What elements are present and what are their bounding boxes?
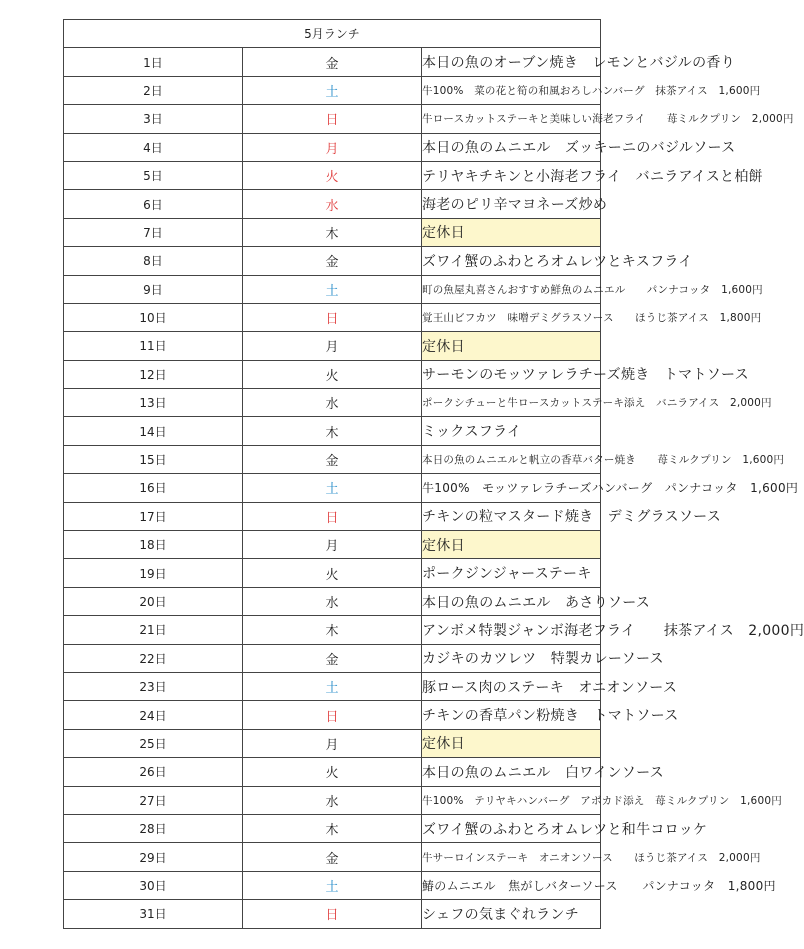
table-title-row <box>64 20 601 48</box>
table-row <box>64 190 601 218</box>
day-cell: 6日 <box>64 190 243 218</box>
menu-item-cell: 本日の魚のムニエル ズッキーニのバジルソース <box>422 133 601 161</box>
weekday-cell: 木 <box>243 616 422 644</box>
day-cell: 21日 <box>64 616 243 644</box>
menu-item-cell: 本日の魚のムニエルと帆立の香草バター焼き 苺ミルクプリン 1,600円 <box>422 445 601 473</box>
table-row <box>64 843 601 871</box>
weekday-cell: 水 <box>243 389 422 417</box>
menu-item-cell: ズワイ蟹のふわとろオムレツとキスフライ <box>422 247 601 275</box>
table-row <box>64 133 601 161</box>
weekday-cell: 土 <box>243 474 422 502</box>
weekday-cell: 日 <box>243 900 422 928</box>
table-row <box>64 729 601 757</box>
weekday-cell: 金 <box>243 247 422 275</box>
table-row <box>64 814 601 842</box>
day-cell: 27日 <box>64 786 243 814</box>
table-row <box>64 48 601 76</box>
table-row <box>64 303 601 331</box>
day-cell: 15日 <box>64 445 243 473</box>
menu-item-cell: ポークシチューと牛ロースカットステーキ添え バニラアイス 2,000円 <box>422 389 601 417</box>
day-cell: 24日 <box>64 701 243 729</box>
table-row <box>64 360 601 388</box>
weekday-cell: 日 <box>243 502 422 530</box>
table-row <box>64 417 601 445</box>
day-cell: 8日 <box>64 247 243 275</box>
lunch-menu-sheet <box>63 19 804 929</box>
weekday-cell: 木 <box>243 417 422 445</box>
day-cell: 19日 <box>64 559 243 587</box>
closed-day-cell: 定休日 <box>422 729 601 757</box>
menu-item-cell: 本日の魚のオーブン焼き レモンとバジルの香り <box>422 48 601 76</box>
day-cell: 13日 <box>64 389 243 417</box>
menu-item-cell: 牛100% モッツァレラチーズハンバーグ パンナコッタ 1,600円 <box>422 474 601 502</box>
weekday-cell: 水 <box>243 587 422 615</box>
day-cell: 23日 <box>64 672 243 700</box>
table-row <box>64 389 601 417</box>
weekday-cell: 日 <box>243 701 422 729</box>
menu-item-cell: 豚ロース肉のステーキ オニオンソース <box>422 672 601 700</box>
closed-day-cell: 定休日 <box>422 332 601 360</box>
table-row <box>64 616 601 644</box>
table-row <box>64 559 601 587</box>
table-row <box>64 161 601 189</box>
table-row <box>64 758 601 786</box>
weekday-cell: 日 <box>243 303 422 331</box>
weekday-cell: 月 <box>243 133 422 161</box>
weekday-cell: 木 <box>243 218 422 246</box>
day-cell: 25日 <box>64 729 243 757</box>
table-row <box>64 786 601 814</box>
day-cell: 29日 <box>64 843 243 871</box>
weekday-cell: 月 <box>243 332 422 360</box>
weekday-cell: 月 <box>243 531 422 559</box>
table-row <box>64 218 601 246</box>
menu-item-cell: 本日の魚のムニエル あさりソース <box>422 587 601 615</box>
weekday-cell: 土 <box>243 275 422 303</box>
day-cell: 14日 <box>64 417 243 445</box>
weekday-cell: 金 <box>243 48 422 76</box>
day-cell: 10日 <box>64 303 243 331</box>
menu-item-cell: 牛100% 菜の花と筍の和風おろしハンバーグ 抹茶アイス 1,600円 <box>422 76 601 104</box>
menu-item-cell: ズワイ蟹のふわとろオムレツと和牛コロッケ <box>422 814 601 842</box>
weekday-cell: 月 <box>243 729 422 757</box>
menu-item-cell: アンボメ特製ジャンボ海老フライ 抹茶アイス 2,000円 <box>422 616 601 644</box>
menu-item-cell: テリヤキチキンと小海老フライ バニラアイスと柏餅 <box>422 161 601 189</box>
menu-item-cell: サーモンのモッツァレラチーズ焼き トマトソース <box>422 360 601 388</box>
day-cell: 30日 <box>64 871 243 899</box>
day-cell: 5日 <box>64 161 243 189</box>
weekday-cell: 木 <box>243 814 422 842</box>
table-row <box>64 900 601 928</box>
table-row <box>64 445 601 473</box>
table-row <box>64 275 601 303</box>
table-row <box>64 105 601 133</box>
lunch-menu-table <box>63 19 804 929</box>
menu-item-cell: シェフの気まぐれランチ <box>422 900 601 928</box>
weekday-cell: 金 <box>243 445 422 473</box>
day-cell: 7日 <box>64 218 243 246</box>
day-cell: 9日 <box>64 275 243 303</box>
menu-item-cell: 牛100% テリヤキハンバーグ アボカド添え 苺ミルクプリン 1,600円 <box>422 786 601 814</box>
day-cell: 11日 <box>64 332 243 360</box>
table-row <box>64 76 601 104</box>
menu-item-cell: 牛ロースカットステーキと美味しい海老フライ 苺ミルクプリン 2,000円 <box>422 105 601 133</box>
day-cell: 17日 <box>64 502 243 530</box>
day-cell: 2日 <box>64 76 243 104</box>
weekday-cell: 水 <box>243 190 422 218</box>
menu-item-cell: 鰆のムニエル 焦がしバターソース パンナコッタ 1,800円 <box>422 871 601 899</box>
day-cell: 22日 <box>64 644 243 672</box>
table-row <box>64 871 601 899</box>
weekday-cell: 金 <box>243 843 422 871</box>
table-row <box>64 644 601 672</box>
menu-item-cell: チキンの香草パン粉焼き トマトソース <box>422 701 601 729</box>
day-cell: 20日 <box>64 587 243 615</box>
day-cell: 26日 <box>64 758 243 786</box>
weekday-cell: 火 <box>243 758 422 786</box>
weekday-cell: 日 <box>243 105 422 133</box>
day-cell: 31日 <box>64 900 243 928</box>
table-row <box>64 531 601 559</box>
table-row <box>64 247 601 275</box>
closed-day-cell: 定休日 <box>422 531 601 559</box>
menu-item-cell: チキンの粒マスタード焼き デミグラスソース <box>422 502 601 530</box>
weekday-cell: 土 <box>243 871 422 899</box>
table-row <box>64 672 601 700</box>
day-cell: 1日 <box>64 48 243 76</box>
day-cell: 18日 <box>64 531 243 559</box>
menu-item-cell: 牛サーロインステーキ オニオンソース ほうじ茶アイス 2,000円 <box>422 843 601 871</box>
weekday-cell: 金 <box>243 644 422 672</box>
menu-item-cell: 町の魚屋丸喜さんおすすめ鮮魚のムニエル パンナコッタ 1,600円 <box>422 275 601 303</box>
table-row <box>64 701 601 729</box>
menu-item-cell: 海老のピリ辛マヨネーズ炒め <box>422 190 601 218</box>
weekday-cell: 土 <box>243 672 422 700</box>
table-row <box>64 587 601 615</box>
menu-item-cell: 本日の魚のムニエル 白ワインソース <box>422 758 601 786</box>
table-row <box>64 502 601 530</box>
table-title: 5月ランチ <box>64 20 601 48</box>
table-row <box>64 332 601 360</box>
menu-item-cell: カジキのカツレツ 特製カレーソース <box>422 644 601 672</box>
day-cell: 12日 <box>64 360 243 388</box>
day-cell: 4日 <box>64 133 243 161</box>
weekday-cell: 火 <box>243 559 422 587</box>
menu-item-cell: ポークジンジャーステーキ <box>422 559 601 587</box>
menu-item-cell: 覚王山ビフカツ 味噌デミグラスソース ほうじ茶アイス 1,800円 <box>422 303 601 331</box>
table-row <box>64 474 601 502</box>
weekday-cell: 水 <box>243 786 422 814</box>
weekday-cell: 土 <box>243 76 422 104</box>
weekday-cell: 火 <box>243 360 422 388</box>
day-cell: 16日 <box>64 474 243 502</box>
menu-item-cell: ミックスフライ <box>422 417 601 445</box>
closed-day-cell: 定休日 <box>422 218 601 246</box>
day-cell: 28日 <box>64 814 243 842</box>
weekday-cell: 火 <box>243 161 422 189</box>
day-cell: 3日 <box>64 105 243 133</box>
